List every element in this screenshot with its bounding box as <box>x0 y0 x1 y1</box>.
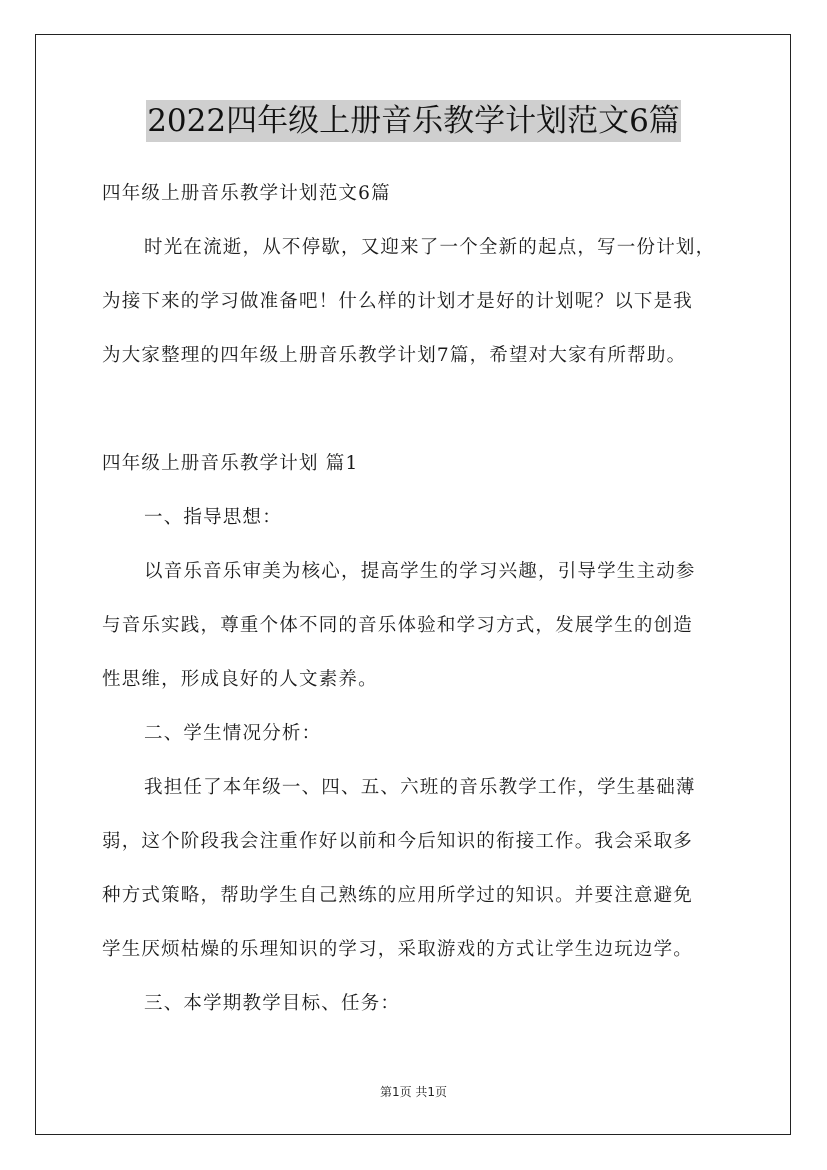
subsection-heading: 二、学生情况分析： <box>144 723 322 744</box>
subsection-heading: 三、本学期教学目标、任务： <box>144 993 401 1014</box>
subtitle-line: 四年级上册音乐教学计划范文6篇 <box>102 183 391 204</box>
paragraph-line: 以音乐音乐审美为核心，提高学生的学习兴趣，引导学生主动参 <box>144 561 696 582</box>
paragraph-line: 种方式策略，帮助学生自己熟练的应用所学过的知识。并要注意避免 <box>102 885 694 906</box>
paragraph-line: 性思维，形成良好的人文素养。 <box>102 669 378 690</box>
paragraph-line: 时光在流逝，从不停歇，又迎来了一个全新的起点，写一份计划， <box>144 237 716 258</box>
paragraph-line: 为大家整理的四年级上册音乐教学计划7篇，希望对大家有所帮助。 <box>102 345 687 366</box>
paragraph-line: 弱，这个阶段我会注重作好以前和今后知识的衔接工作。我会采取多 <box>102 831 694 852</box>
paragraph-line: 为接下来的学习做准备吧！什么样的计划才是好的计划呢？以下是我 <box>102 291 694 312</box>
subsection-heading: 一、指导思想： <box>144 507 282 528</box>
document-title: 2022四年级上册音乐教学计划范文6篇 <box>146 100 681 142</box>
section-heading: 四年级上册音乐教学计划 篇1 <box>102 453 359 474</box>
document-title-container <box>0 100 827 142</box>
paragraph-line: 与音乐实践，尊重个体不同的音乐体验和学习方式，发展学生的创造 <box>102 615 694 636</box>
page-footer: 第1页 共1页 <box>379 1085 448 1099</box>
paragraph-line: 我担任了本年级一、四、五、六班的音乐教学工作，学生基础薄 <box>144 777 696 798</box>
paragraph-line: 学生厌烦枯燥的乐理知识的学习，采取游戏的方式让学生边玩边学。 <box>102 939 694 960</box>
